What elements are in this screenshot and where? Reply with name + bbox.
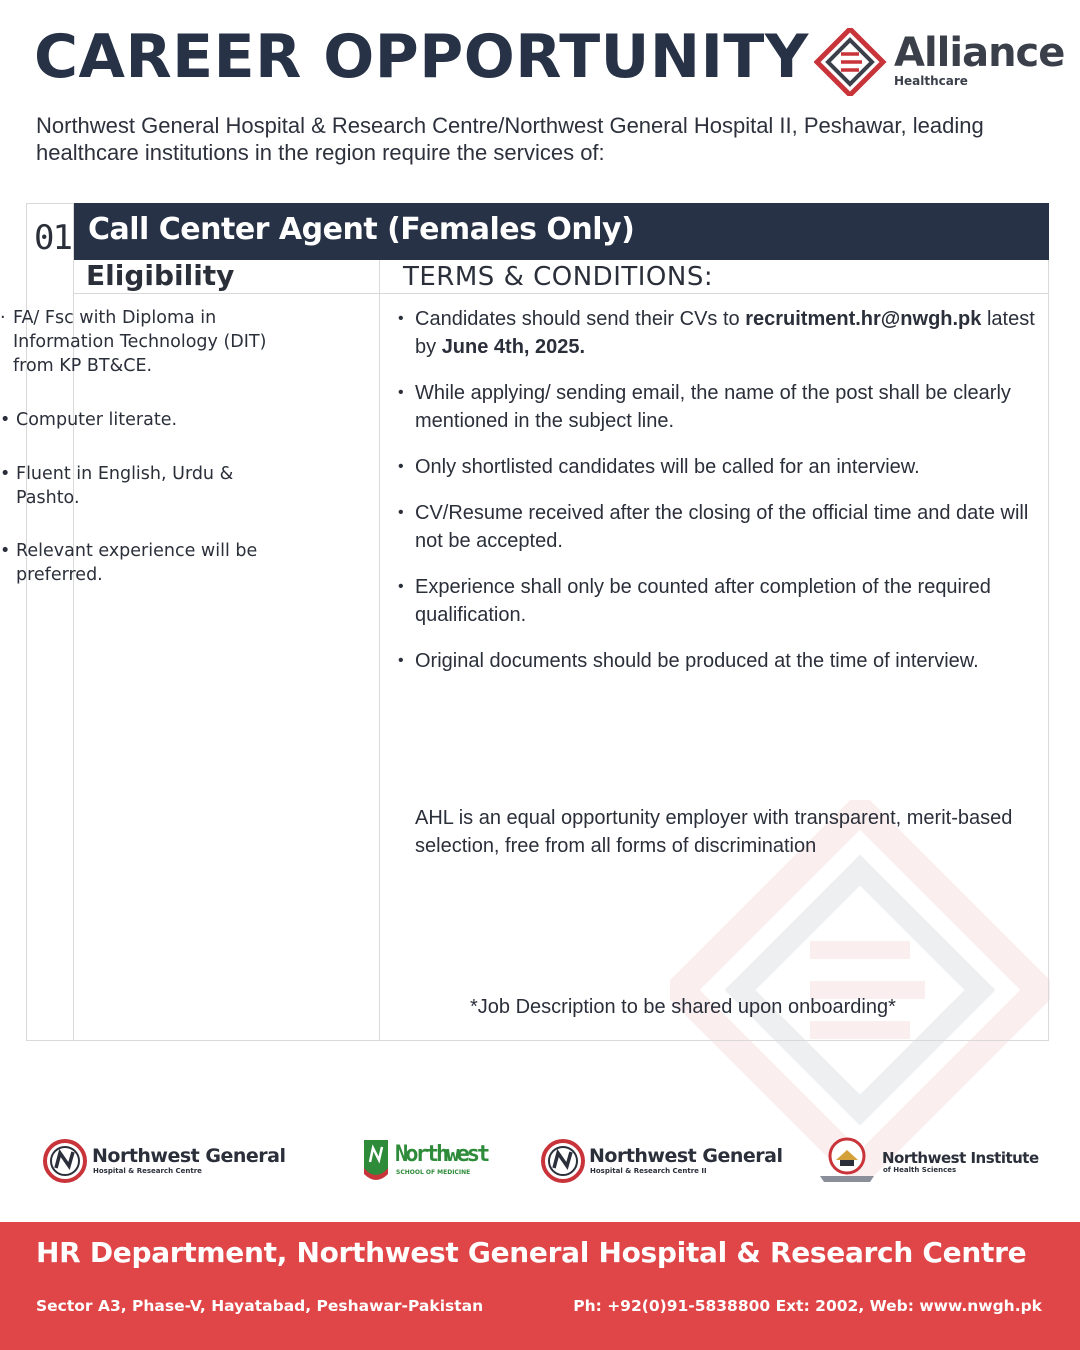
partner-name: Northwest General (589, 1145, 783, 1167)
partner-northwest-school (362, 1136, 488, 1186)
brand-subtitle: Healthcare (894, 74, 968, 88)
partner-northwest-institute (816, 1136, 1046, 1186)
bullet-icon: • (398, 504, 404, 521)
eligibility-item: • Relevant experience will be preferred. (0, 541, 258, 585)
partner-subtitle: of Health Sciences (883, 1166, 957, 1174)
job-title: Call Center Agent (Females Only) (88, 212, 635, 247)
bullet-icon: • (0, 410, 11, 430)
northwest-general-ii-logo-icon (540, 1138, 586, 1184)
partner-subtitle: SCHOOL OF MEDICINE (396, 1169, 471, 1176)
deadline-date: June 4th, 2025. (441, 336, 586, 358)
intro-text: Northwest General Hospital & Research Centre/Northwest General Hospital II, Peshawar, leading healthcare institutions in the region require the services of: (36, 113, 984, 165)
eligibility-item: · FA/ Fsc with Diploma in Information Technology (DIT) from KP BT&CE. (0, 308, 267, 376)
bullet-icon: · (0, 308, 6, 328)
northwest-school-logo-icon (362, 1138, 390, 1184)
partner-name: Northwest General (92, 1145, 286, 1167)
recruitment-email: recruitment.hr@nwgh.pk (745, 308, 982, 330)
eligibility-item: • Fluent in English, Urdu & Pashto. (0, 464, 234, 508)
bullet-icon: • (398, 310, 404, 327)
eligibility-heading: Eligibility (86, 259, 235, 292)
terms-item: • Only shortlisted candidates will be called for an interview. (398, 453, 1048, 481)
column-divider (379, 260, 380, 1041)
job-number: 01 (34, 218, 71, 258)
terms-item: • Experience shall only be counted after completion of the required qualification. (398, 573, 1048, 629)
terms-item: • Original documents should be produced at the time of interview. (398, 647, 1048, 675)
footer-address: Sector A3, Phase-V, Hayatabad, Peshawar-Pakistan (36, 1297, 484, 1315)
eligibility-item: • Computer literate. (0, 410, 178, 430)
job-description-note: *Job Description to be shared upon onboarding* (470, 996, 896, 1018)
bullet-icon: • (398, 652, 404, 669)
terms-item: • CV/Resume received after the closing of the official time and date will not be accepted. (398, 499, 1048, 555)
partner-subtitle: Hospital & Research Centre (93, 1167, 202, 1175)
partner-name: Northwest Institute (882, 1149, 1039, 1167)
bullet-icon: • (398, 578, 404, 595)
partner-northwest-general (42, 1136, 286, 1186)
bullet-icon: • (0, 464, 11, 484)
heading-divider (74, 293, 1049, 294)
partner-name: Northwest (395, 1142, 488, 1167)
footer-contact: Ph: +92(0)91-5838800 Ext: 2002, Web: www.nwgh.pk (573, 1297, 1042, 1315)
terms-item: • Candidates should send their CVs to recruitment.hr@nwgh.pk latest by June 4th, 2025. (398, 305, 1048, 361)
terms-heading: TERMS & CONDITIONS: (403, 262, 714, 292)
partner-northwest-general-ii (540, 1136, 783, 1186)
northwest-institute-logo-icon (816, 1136, 878, 1186)
bullet-icon: • (398, 384, 404, 401)
bullet-icon: • (0, 541, 11, 561)
equal-opportunity-statement: AHL is an equal opportunity employer with transparent, merit-based selection, free from all forms of discrimination (415, 807, 1013, 857)
brand-name: Alliance (894, 30, 1065, 76)
partner-subtitle: Hospital & Research Centre II (590, 1167, 707, 1175)
northwest-general-logo-icon (42, 1138, 88, 1184)
page-title: CAREER OPPORTUNITY (34, 22, 809, 92)
terms-item: • While applying/ sending email, the name of the post shall be clearly mentioned in the subject line. (398, 379, 1048, 435)
bullet-icon: • (398, 458, 404, 475)
footer-title: HR Department, Northwest General Hospital & Research Centre (36, 1236, 1027, 1269)
